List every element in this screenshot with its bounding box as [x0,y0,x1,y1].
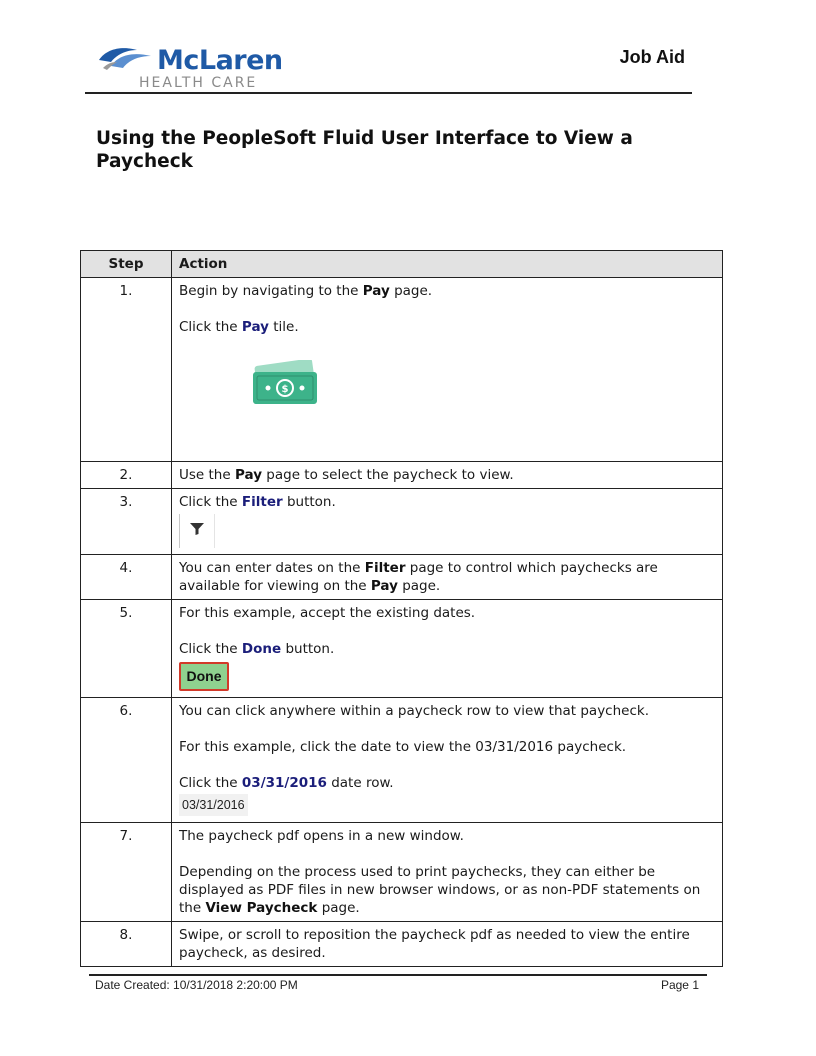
table-header-row [81,251,723,278]
step-action [172,600,723,698]
step-number: 2. [81,462,172,489]
step-action [172,698,723,823]
mclaren-logo [97,44,337,92]
step-action [172,922,723,967]
action-line: For this example, click the date to view the 03/31/2016 paycheck. [179,739,627,755]
action-line: Click the Pay tile. [179,319,299,335]
action-header: Action [172,251,723,278]
action-line: Begin by navigating to the Pay page. [179,283,433,299]
page-title: Using the PeopleSoft Fluid User Interface to View a Paycheck [96,128,633,172]
done-button[interactable]: Done [179,662,229,691]
pay-tile-icon[interactable] [251,360,321,408]
step-number: 5. [81,600,172,698]
action-line: For this example, accept the existing dates. [179,605,476,621]
action-line: Click the 03/31/2016 date row. [179,775,394,791]
filter-button[interactable] [179,514,215,548]
step-action [172,462,723,489]
step-header: Step [81,251,172,278]
table-row [81,698,723,823]
table-row [81,278,723,462]
step-number: 4. [81,555,172,600]
table-row [81,462,723,489]
doc-type-label: Job Aid [619,47,685,67]
table-row [81,823,723,922]
logo-wordmark: McLaren [157,45,283,76]
action-line: You can enter dates on the Filter page to control which paychecks are available for viewing on the Pay page. [179,560,658,594]
step-action [172,823,723,922]
table-row [81,555,723,600]
table-row [81,489,723,555]
step-action [172,489,723,555]
filter-icon [190,522,204,536]
step-action [172,278,723,462]
step-number: 3. [81,489,172,555]
page-number: Page 1 [660,978,699,992]
mclaren-logo-icon [97,46,153,72]
step-number: 1. [81,278,172,462]
action-line: Swipe, or scroll to reposition the paycheck pdf as needed to view the entire paycheck, as desired. [179,927,690,961]
steps-table [80,250,723,967]
step-number: 8. [81,922,172,967]
step-number: 6. [81,698,172,823]
logo-subtitle: HEALTH CARE [139,75,258,91]
page-header [85,40,692,94]
action-line: You can click anywhere within a paycheck row to view that paycheck. [179,703,650,719]
action-line: Click the Done button. [179,641,335,657]
action-line: Depending on the process used to print paychecks, they can either be displayed as PDF files in new browser windows, or as non-PDF statements on the View Paycheck page. [179,864,701,916]
action-line: Use the Pay page to select the paycheck to view. [179,467,514,483]
page-footer [89,974,707,996]
date-created: Date Created: 10/31/2018 2:20:00 PM [95,978,298,992]
step-action [172,555,723,600]
step-number: 7. [81,823,172,922]
table-row [81,922,723,967]
date-row-button[interactable]: 03/31/2016 [179,794,248,816]
svg-text:$: $ [281,384,289,395]
table-row [81,600,723,698]
action-line: Click the Filter button. [179,494,336,510]
action-line: The paycheck pdf opens in a new window. [179,828,464,844]
